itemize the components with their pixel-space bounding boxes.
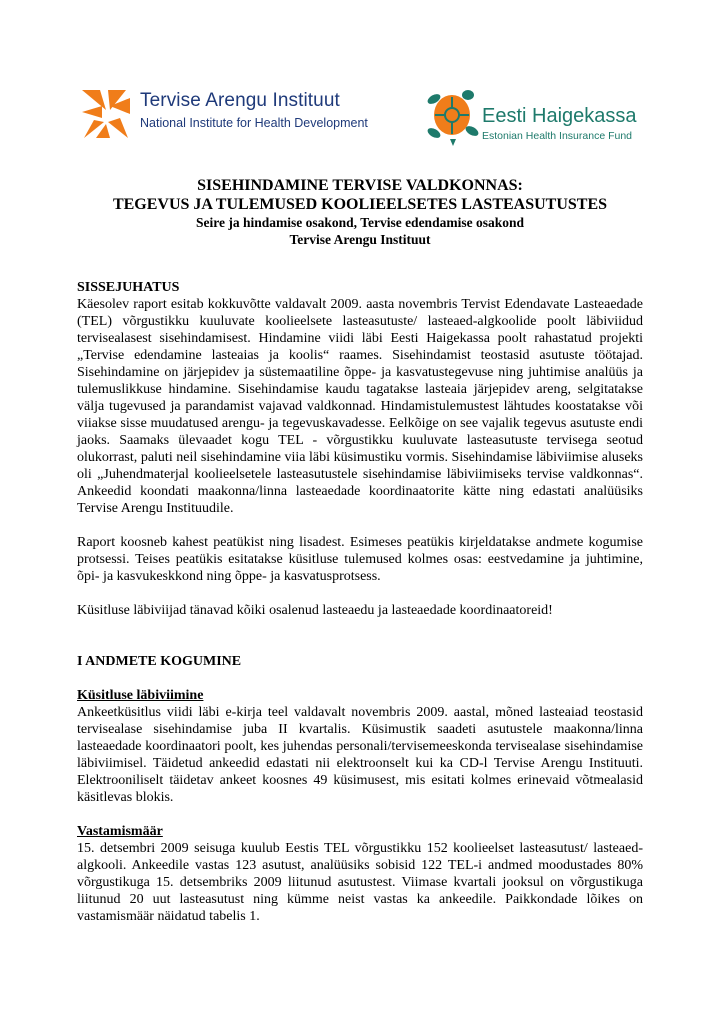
document-body (77, 279, 643, 925)
eh-logo-subtitle: Estonian Health Insurance Fund (482, 130, 633, 142)
title-line-2: TEGEVUS JA TULEMUSED KOOLIEELSETES LASTEASUTUSTES (112, 196, 608, 213)
document-title (0, 176, 720, 248)
tai-logo-name: Tervise Arengu Instituut (140, 90, 340, 111)
turtle-icon (422, 85, 484, 147)
intro-paragraph-2: Raport koosneb kahest peatükist ning lisadest. Esimeses peatükis kirjeldatakse andmete kogumise protsessi. Teises peatükis esitatakse küsitluse tulemused kolmes osas: eestvedamine ja juhtimine, õpi- ja kasvukeskkond ning õppe- ja kasvatusprotsess. (77, 535, 643, 584)
intro-paragraph-1: Käesolev raport esitab kokkuvõtte valdavalt 2009. aasta novembris Tervist Edendavate Lasteaedade (TEL) võrgustikku kuuluvate koolieelsete lasteasutuste/ lasteaed-algkoolide poolt läbiviidud tervisealasest sisehindamisest. Hindamine viidi läbi Eesti Haigekassa poolt rahastatud projekti „Tervise edendamine lasteaias ja koolis“ raames. Sisehindamist teostasid asutuste töötajad. Sisehindamine on järjepidev ja süstemaatiline õppe- ja kasvatustegevuse ning juhtimise analüüs ja tulemuslikkuse hindamine. Sisehindamise kaudu tagatakse lasteaia järjepidev areng, selgitatakse välja tugevused ja parandamist vajavad valdkonnad. Hindamistulemustest lähtudes koostatakse või viiakse sisse muudatused arengu- ja tegevuskavadesse. Eelkõige on see vajalik tegevus asutuste endi jaoks. Saamaks ülevaadet kogu TEL - võrgustikku kuuluvate lasteasutuste tervisega seotud olukorrast, paluti neil sisehindamine viia läbi küsimustiku vormis. Sisehindamise läbiviimise aluseks oli „Juhendmaterjal koolieelsetele lasteasutustele sisehindamise läbiviimiseks tervise valdkonnas“. Ankeedid koondati maakonna/linna lasteaedade koordinaatorite kätte ning edastati analüüsiks Tervise Arengu Instituudile. (77, 297, 643, 516)
section-1-heading: I ANDMETE KOGUMINE (77, 654, 242, 669)
subsection-heading-response-rate: Vastamismäär (77, 824, 163, 839)
title-line-4: Tervise Arengu Instituut (289, 232, 431, 247)
subsection-text-response-rate: 15. detsembri 2009 seisuga kuulub Eestis TEL võrgustikku 152 koolieelset lasteasutust/ lasteaed-algkooli. Ankeedile vastas 123 asutust, analüüsiks sobisid 122 TEL-i andmed moodustades 80% võrgustikuga 15. detsembriks 2009 liitunud asutustest. Viimase kvartali jooksul on võrgustikuga liitunud 20 uut lasteasutust ning kümme neist vastas ka ankeedile. Paikkondade lõikes on vastamismäär näidatud tabelis 1. (77, 841, 643, 924)
subsection-heading-survey: Küsitluse läbiviimine (77, 688, 204, 703)
intro-paragraph-3: Küsitluse läbiviijad tänavad kõiki osalenud lasteaedu ja lasteaedade koordinaatoreid! (77, 603, 553, 618)
tai-burst-icon (80, 88, 132, 140)
eh-logo (422, 85, 652, 147)
title-line-3: Seire ja hindamise osakond, Tervise edendamise osakond (196, 215, 524, 230)
tai-logo (80, 88, 380, 140)
intro-heading: SISSEJUHATUS (77, 280, 180, 295)
tai-logo-subtitle: National Institute for Health Development (140, 116, 368, 130)
eh-logo-name: Eesti Haigekassa (482, 105, 637, 127)
title-line-1: SISEHINDAMINE TERVISE VALDKONNAS: (197, 177, 523, 194)
subsection-text-survey: Ankeetküsitlus viidi läbi e-kirja teel valdavalt novembris 2009. aastal, mõned lasteaiad teostasid tervisealase sisehindamise juba II kvartalis. Küsimustik saadeti asutustele maakonna/linna lasteaedade koordinaatori poolt, kes juhendas personali/tervisemeeskonda tervisealase sisehindamise läbiviimisel. Täidetud ankeedid edastati nii elektroonselt kui ka CD-l Tervise Arengu Instituuti. Elektrooniliselt täidetav ankeet koosnes 49 küsimusest, mis esitati kolmes erinevaid võtmealasid käsitlevas blokis. (77, 705, 643, 805)
